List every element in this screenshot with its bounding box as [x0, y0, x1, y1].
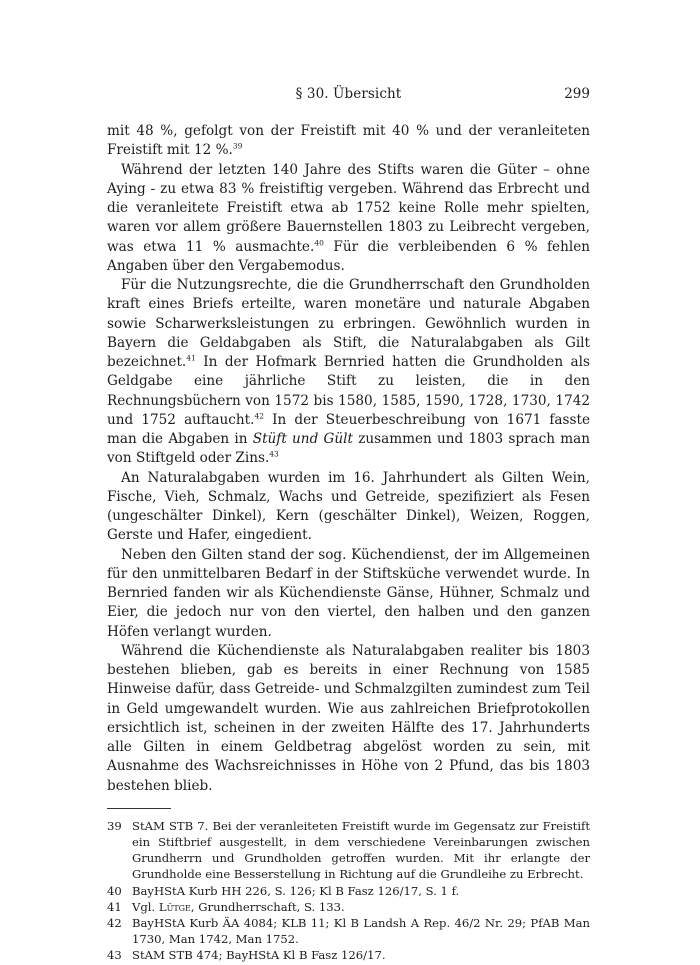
text-run: Vgl. [132, 899, 159, 914]
footnote-ref: 40 [314, 237, 324, 247]
paragraph [107, 642, 590, 796]
text-run: StAM STB 474; BayHStA Kl B Fasz 126/17. [132, 948, 386, 963]
body-text [107, 122, 590, 796]
paragraph [107, 161, 590, 277]
text-run: Neben den Gilten stand der sog. Küchendienst, der im Allgemeinen für den unmittelbaren Bedarf in der Stiftsküche verwendet wurde. In Bernried fanden wir als Küchendienste Gänse, Hühner, Schmalz und Eier, die jedoch nur von den viertel, den halben und den ganzen Höfen verlangt wurden. [107, 546, 590, 640]
footnote-number: 40 [107, 883, 122, 898]
text-run: BayHStA Kurb ÄA 4084; KLB 11; Kl B Landsh A Rep. 46/2 Nr. 29; PfAB Man 1730, Man 1742, Man 1752. [132, 915, 590, 947]
footnote-number: 43 [107, 948, 122, 963]
text-run: In der Steuerbeschreibung von 1671 fasste man die Abgaben in [107, 411, 590, 447]
running-header [107, 86, 590, 108]
paragraph [107, 276, 590, 469]
footnote-ref: 41 [186, 353, 196, 363]
footnotes [107, 818, 590, 964]
text-run: Für die verbleibenden 6 % fehlen Angaben über den Vergabemodus. [107, 238, 590, 274]
paragraph [107, 546, 590, 642]
paragraph [107, 469, 590, 546]
text-run: Für die Nutzungsrechte, die die Grundherrschaft den Grundholden kraft eines Briefs erteilte, waren monetäre und naturale Abgaben sowie Scharwerksleistungen zu erbringen. Gewöhnlich wurden in Bayern die Geldabgaben als Stift, die Naturalabgaben als Gilt bezeichnet. [107, 277, 590, 370]
running-title: § 30. Übersicht [295, 86, 402, 102]
text-run: mit 48 %, gefolgt von der Freistift mit 40 % und der veranleiteten Freistift mit 12 %. [107, 123, 590, 159]
italic-text: Stüft und Gült [252, 431, 353, 447]
book-page [107, 86, 590, 964]
footnote-number: 41 [107, 899, 122, 914]
footnote-ref: 42 [254, 411, 264, 421]
text-run: zusammen und 1803 sprach man von Stiftgeld oder Zins. [107, 431, 590, 467]
footnote-ref: 43 [269, 449, 279, 459]
text-run: Während die Küchendienste als Naturalabgaben realiter bis 1803 bestehen blieben, gab es bereits in einer Rechnung von 1585 Hinweise dafür, dass Getreide- und Schmalzgilten zumindest zum Teil in Geld umgewandelt wurden. Wie aus zahlreichen Briefprotokollen ersichtlich ist, scheinen in der zweiten Hälfte des 17. Jahrhunderts alle Gilten in einem Geldbetrag abgelöst worden zu sein, mit Ausnahme des Wachsreichnisses in Höhe von 2 Pfund, das bis 1803 bestehen blieb. [107, 642, 590, 794]
text-run: StAM STB 7. Bei der veranleiteten Freistift wurde im Gegensatz zur Freistift ein Stiftbrief ausgestellt, in dem verschiedene Vereinbarungen zwischen Grundherrn und Grundholden getroffen wurden. Mit ihr erlangte der Grundholde eine Besserstellung in Richtung auf die Grundleihe zu Erbrecht. [132, 818, 590, 882]
footnote-ref: 39 [232, 141, 243, 151]
text-run: , Grundherrschaft, S. 133. [190, 899, 345, 914]
footnote [107, 899, 590, 915]
paragraph [107, 122, 590, 161]
footnote [107, 915, 590, 947]
text-run: An Naturalabgaben wurden im 16. Jahrhundert als Gilten Wein, Fische, Vieh, Schmalz, Wachs und Getreide, spezifiziert als Fesen (ungeschälter Dinkel), Kern (geschälter Dinkel), Weizen, Roggen, Gerste und Hafer, eingedient. [107, 469, 590, 544]
footnote-number: 39 [107, 818, 122, 833]
footnote [107, 818, 590, 883]
page-number: 299 [564, 86, 590, 102]
text-run: In der Hofmark Bernried hatten die Grundholden als Geldgabe eine jährliche Stift zu leisten, die in den Rechnungsbüchern von 1572 bis 1580, 1585, 1590, 1728, 1730, 1742 und 1752 auftaucht. [107, 354, 590, 428]
footnote [107, 947, 590, 963]
author-name: Lütge [158, 899, 191, 914]
footnote-number: 42 [107, 915, 122, 930]
text-run: Während der letzten 140 Jahre des Stifts waren die Güter – ohne Aying - zu etwa 83 % freistiftig vergeben. Während das Erbrecht und die veranleitete Freistift etwa ab 1752 keine Rolle mehr spielten, waren vor allem größere Bauernstellen 1803 zu Leibrecht vergeben, was etwa 11 % ausmachte. [107, 161, 590, 255]
text-run: BayHStA Kurb HH 226, S. 126; Kl B Fasz 126/17, S. 1 f. [132, 883, 460, 898]
footnote-separator [107, 808, 171, 809]
footnote [107, 883, 590, 899]
